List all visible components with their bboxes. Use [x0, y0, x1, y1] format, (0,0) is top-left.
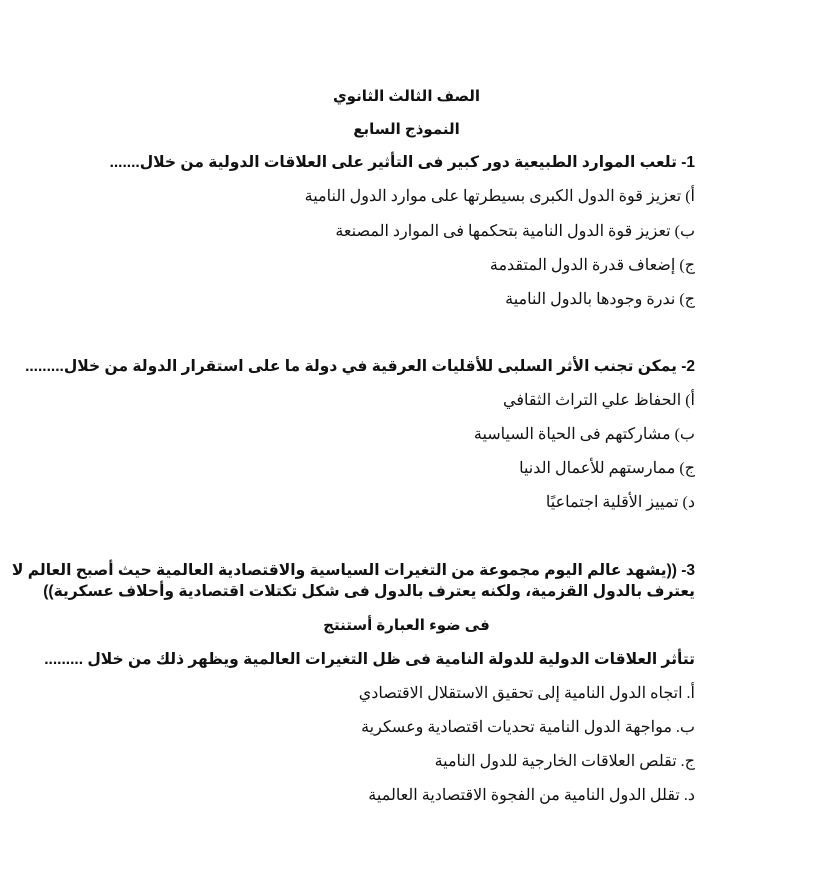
question-3-instruction: فى ضوء العبارة أستنتج: [323, 617, 490, 634]
grade-title: الصف الثالث الثانوي: [332, 88, 481, 105]
question-2-option-b: ب) مشاركتهم فى الحياة السياسية: [473, 426, 695, 443]
question-3-stem-line-1: 3- ((يشهد عالم اليوم مجموعة من التغيرات السياسية والاقتصادية العالمية حيث أصبح العالم لا: [11, 562, 695, 579]
question-3-option-b: ب. مواجهة الدول النامية تحديات اقتصادية وعسكرية: [361, 719, 695, 736]
question-1-stem: 1- تلعب الموارد الطبيعية دور كبير فى التأثير على العلاقات الدولية من خلال.......: [109, 154, 695, 171]
question-3-option-d: د. تقلل الدول النامية من الفجوة الاقتصادية العالمية: [368, 787, 695, 804]
question-2-option-c: ج) ممارستهم للأعمال الدنيا: [519, 460, 695, 477]
question-3-prompt: تتأثر العلاقات الدولية للدولة النامية فى ظل التغيرات العالمية ويظهر ذلك من خلال .........: [44, 651, 695, 668]
question-1-option-c: ج) إضعاف قدرة الدول المتقدمة: [489, 257, 695, 274]
model-title: النموذج السابع: [353, 121, 460, 138]
question-2-option-d: د) تمييز الأقلية اجتماعيًا: [545, 494, 695, 511]
question-3-stem-line-2: يعترف بالدول القزمية، ولكنه يعترف بالدول فى شكل تكتلات اقتصادية وأحلاف عسكرية)): [43, 583, 695, 600]
question-2-stem: 2- يمكن تجنب الأثر السلبى للأقليات العرقية في دولة ما على استقرار الدولة من خلال.........: [25, 358, 695, 375]
question-2-option-a: أ) الحفاظ علي التراث الثقافي: [503, 392, 695, 409]
question-3-option-c: ج. تقلص العلاقات الخارجية للدول النامية: [434, 753, 695, 770]
question-1-option-d: ج) ندرة وجودها بالدول النامية: [505, 291, 695, 308]
question-1-option-a: أ) تعزيز قوة الدول الكبرى بسيطرتها على موارد الدول النامية: [304, 188, 695, 205]
question-1-option-b: ب) تعزيز قوة الدول النامية بتحكمها فى الموارد المصنعة: [335, 223, 695, 240]
question-3-option-a: أ. اتجاه الدول النامية إلى تحقيق الاستقلال الاقتصادي: [358, 685, 695, 702]
